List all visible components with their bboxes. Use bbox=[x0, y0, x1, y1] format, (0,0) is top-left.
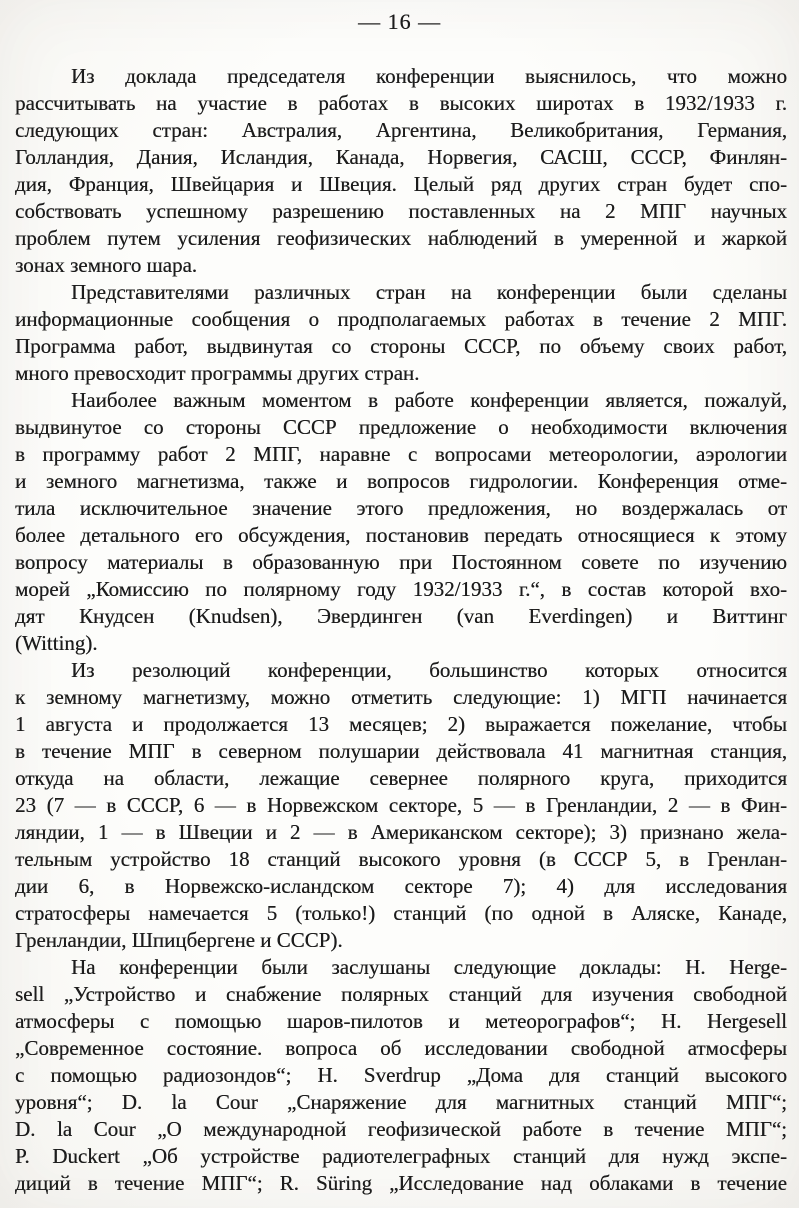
text-line: На конференции были заслушаны следующие доклады: H. Herge- bbox=[71, 955, 787, 979]
paragraph bbox=[15, 657, 787, 954]
paragraph bbox=[15, 387, 787, 657]
text-line: и земного магнетизма, также и вопросов гидрологии. Конференция отме- bbox=[15, 469, 787, 493]
text-line: в программу работ 2 МПГ, наравне с вопросами метеорологии, аэрологии bbox=[15, 442, 787, 466]
paragraph bbox=[15, 954, 787, 1197]
paragraph bbox=[15, 279, 787, 387]
text-line: „Современное состояние. вопроса об исследовании свободной атмосферы bbox=[15, 1036, 787, 1060]
text-line: собствовать успешному разрешению поставленных на 2 МПГ научных bbox=[15, 199, 787, 223]
text-line: атмосферы с помощью шаров-пилотов и метеорографов“; H. Hergesell bbox=[15, 1009, 787, 1033]
text-line: Из доклада председателя конференции выяснилось, что можно bbox=[71, 64, 787, 88]
text-line: диций в течение МПГ“; R. Süring „Исследование над облаками в течение bbox=[15, 1171, 787, 1195]
text-line: D. la Cour „О международной геофизической работе в течение МПГ“; bbox=[15, 1117, 787, 1141]
text-line: с помощью радиозондов“; H. Sverdrup „Дома для станций высокого bbox=[15, 1063, 787, 1087]
text-line: зонах земного шара. bbox=[15, 253, 198, 277]
text-line: следующих стран: Австралия, Аргентина, Великобритания, Германия, bbox=[15, 118, 787, 142]
text-line: откуда на области, лежащие севернее полярного круга, приходится bbox=[15, 766, 787, 790]
text-line: Наиболее важным моментом в работе конференции является, пожалуй, bbox=[71, 388, 787, 412]
text-line: тила исключительное значение этого предложения, но воздержалась от bbox=[15, 496, 787, 520]
text-line: к земному магнетизму, можно отметить следующие: 1) МГП начинается bbox=[15, 685, 787, 709]
text-line: дия, Франция, Швейцария и Швеция. Целый ряд других стран будет спо- bbox=[15, 172, 787, 196]
text-block bbox=[0, 63, 799, 1197]
text-line: более детального его обсуждения, постановив передать относящиеся к этому bbox=[15, 523, 787, 547]
text-line: выдвинутое со стороны СССР предложение о необходимости включения bbox=[15, 415, 787, 439]
text-line: рассчитывать на участие в работах в высоких широтах в 1932/1933 г. bbox=[15, 91, 787, 115]
text-line: Гренландии, Шпицбергене и СССР). bbox=[15, 928, 343, 952]
text-line: информационные сообщения о продполагаемых работах в течение 2 МПГ. bbox=[15, 307, 787, 331]
text-line: в течение МПГ в северном полушарии действовала 41 магнитная станция, bbox=[15, 739, 787, 763]
text-line: много превосходит программы других стран. bbox=[15, 361, 420, 385]
text-line: (Witting). bbox=[15, 631, 98, 655]
text-line: sell „Устройство и снабжение полярных станций для изучения свободной bbox=[15, 982, 787, 1006]
paragraph bbox=[15, 63, 787, 279]
text-line: дии 6, в Норвежско-исландском секторе 7); 4) для исследования bbox=[15, 874, 787, 898]
text-line: Голландия, Дания, Исландия, Канада, Норвегия, САСШ, СССР, Финлян- bbox=[15, 145, 787, 169]
text-line: Программа работ, выдвинутая со стороны СССР, по объему своих работ, bbox=[15, 334, 787, 358]
page-number-header: — 16 — bbox=[358, 9, 441, 34]
text-line: тельным устройство 18 станций высокого уровня (в СССР 5, в Гренлан- bbox=[15, 847, 787, 871]
text-line: проблем путем усиления геофизических наблюдений в умеренной и жаркой bbox=[15, 226, 787, 250]
text-line: морей „Комиссию по полярному году 1932/1933 г.“, в состав которой вхо- bbox=[15, 577, 787, 601]
text-line: ляндии, 1 — в Швеции и 2 — в Американском секторе); 3) признано жела- bbox=[15, 820, 787, 844]
text-line: вопросу материалы в образованную при Постоянном совете по изучению bbox=[15, 550, 787, 574]
text-line: стратосферы намечается 5 (только!) станций (по одной в Аляске, Канаде, bbox=[15, 901, 787, 925]
text-line: дят Кнудсен (Knudsen), Эвердинген (van Everdingen) и Виттинг bbox=[15, 604, 787, 628]
text-line: Из резолюций конференции, большинство которых относится bbox=[71, 658, 787, 682]
text-line: P. Duckert „Об устройстве радиотелеграфных станций для нужд экспе- bbox=[15, 1144, 787, 1168]
text-line: Представителями различных стран на конференции были сделаны bbox=[71, 280, 787, 304]
text-line: 1 августа и продолжается 13 месяцев; 2) выражается пожелание, чтобы bbox=[15, 712, 787, 736]
text-line: уровня“; D. la Cour „Снаряжение для магнитных станций МПГ“; bbox=[15, 1090, 787, 1114]
text-line: 23 (7 — в СССР, 6 — в Норвежском секторе, 5 — в Гренландии, 2 — в Фин- bbox=[15, 793, 787, 817]
